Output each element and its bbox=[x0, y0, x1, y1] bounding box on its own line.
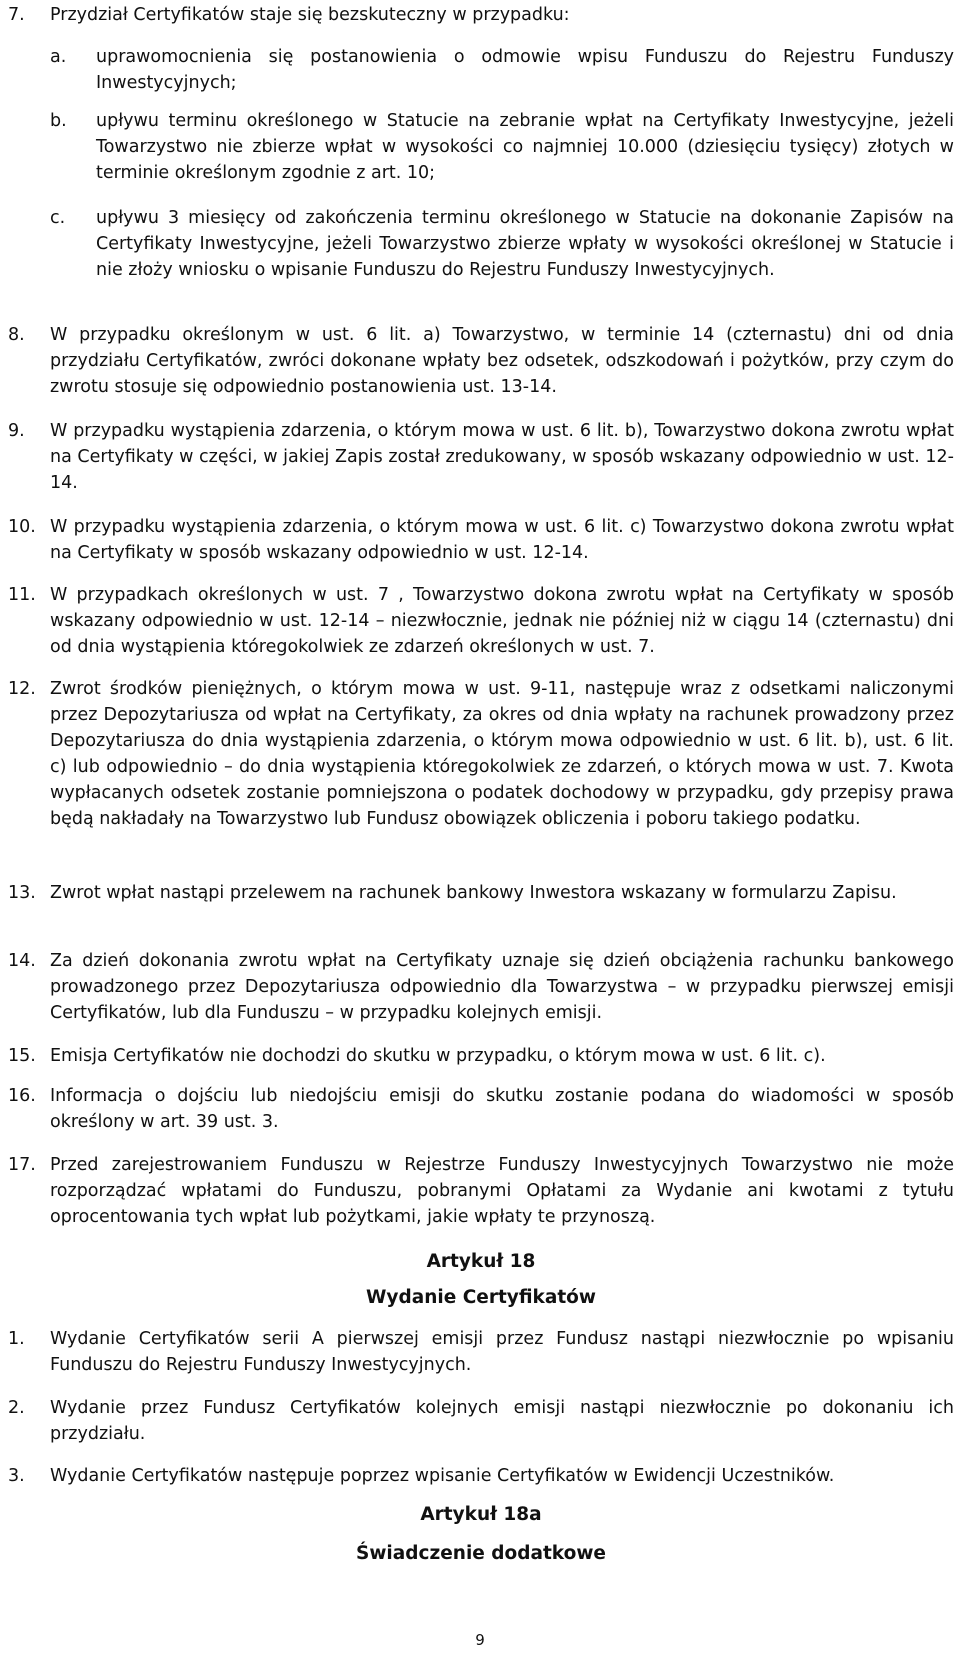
paragraph-16 bbox=[8, 1083, 954, 1135]
subparagraph-text: upływu terminu określonego w Statucie na zebranie wpłat na Certyfikaty Inwestycyjne, jeżeli Towarzystwo nie zbierze wpłat w wysokości co najmniej 10.000 (dziesięciu tysięcy) złotych w terminie określonym zgodnie z art. 10; bbox=[96, 111, 954, 183]
paragraph-number: 14. bbox=[8, 951, 36, 971]
article-title: Artykuł 18a bbox=[420, 1504, 542, 1525]
paragraph-text: Za dzień dokonania zwrotu wpłat na Certyfikaty uznaje się dzień obciążenia rachunku bankowego prowadzonego przez Depozytariusza odpowiednio dla Towarzystwa – w przypadku pierwszej emisji Certyfikatów, lub dla Funduszu – w przypadku kolejnych emisji. bbox=[50, 951, 954, 1023]
paragraph-text: Wydanie Certyfikatów serii A pierwszej emisji przez Fundusz nastąpi niezwłocznie po wpisaniu Funduszu do Rejestru Funduszy Inwestycyjnych. bbox=[50, 1329, 954, 1375]
subparagraph-letter: a. bbox=[50, 47, 67, 67]
paragraph-10 bbox=[8, 514, 954, 566]
subparagraph-c bbox=[50, 205, 954, 283]
page-number: 9 bbox=[475, 1631, 485, 1649]
article18-paragraph-2 bbox=[8, 1395, 954, 1447]
paragraph-number: 8. bbox=[8, 325, 25, 345]
paragraph-number: 1. bbox=[8, 1329, 25, 1349]
paragraph-text: W przypadku wystąpienia zdarzenia, o którym mowa w ust. 6 lit. c) Towarzystwo dokona zwrotu wpłat na Certyfikaty w sposób wskazany odpowiednio w ust. 12-14. bbox=[50, 517, 954, 563]
paragraph-number: 17. bbox=[8, 1155, 36, 1175]
article18-paragraph-3 bbox=[8, 1463, 954, 1489]
paragraph-text: Wydanie Certyfikatów następuje poprzez wpisanie Certyfikatów w Ewidencji Uczestników. bbox=[50, 1466, 835, 1486]
paragraph-text: Emisja Certyfikatów nie dochodzi do skutku w przypadku, o którym mowa w ust. 6 lit. c). bbox=[50, 1046, 826, 1066]
subparagraph-letter: b. bbox=[50, 111, 67, 131]
paragraph-number: 15. bbox=[8, 1046, 36, 1066]
subparagraph-a bbox=[50, 44, 954, 96]
paragraph-text: Informacja o dojściu lub niedojściu emisji do skutku zostanie podana do wiadomości w sposób określony w art. 39 ust. 3. bbox=[50, 1086, 954, 1132]
paragraph-text: Zwrot środków pieniężnych, o którym mowa w ust. 9-11, następuje wraz z odsetkami naliczonymi przez Depozytariusza od wpłat na Certyfikaty, za okres od dnia wpłaty na rachunek prowadzony przez Depozytariusza do dnia wystąpienia zdarzenia, o którym mowa odpowiednio w ust. 6 lit. b), ust. 6 lit. c) lub odpowiednio – do dnia wystąpienia któregokolwiek ze zdarzeń, o których mowa w ust. 7. Kwota wypłacanych odsetek zostanie pomniejszona o podatek dochodowy w przypadku, gdy przepisy prawa będą nakładały na Towarzystwo lub Fundusz obowiązek obliczenia i poboru takiego podatku. bbox=[50, 679, 954, 829]
paragraph-text: W przypadku określonym w ust. 6 lit. a) Towarzystwo, w terminie 14 (czternastu) dni od dnia przydziału Certyfikatów, zwróci dokonane wpłaty bez odsetek, odszkodowań i pożytków, przy czym do zwrotu stosuje się odpowiednio postanowienia ust. 13-14. bbox=[50, 325, 954, 397]
paragraph-number: 7. bbox=[8, 5, 25, 25]
subparagraph-text: uprawomocnienia się postanowienia o odmowie wpisu Funduszu do Rejestru Funduszy Inwestycyjnych; bbox=[96, 47, 954, 93]
subparagraph-text: upływu 3 miesięcy od zakończenia terminu określonego w Statucie na dokonanie Zapisów na Certyfikaty Inwestycyjne, jeżeli Towarzystwo zbierze wpłaty w wysokości określonej w Statucie i nie złoży wniosku o wpisanie Funduszu do Rejestru Funduszy Inwestycyjnych. bbox=[96, 208, 954, 280]
subparagraph-b bbox=[50, 108, 954, 186]
paragraph-14 bbox=[8, 948, 954, 1026]
paragraph-number: 12. bbox=[8, 679, 36, 699]
paragraph-text: Przydział Certyfikatów staje się bezskuteczny w przypadku: bbox=[50, 5, 570, 25]
article-subtitle: Wydanie Certyfikatów bbox=[366, 1287, 596, 1308]
paragraph-12 bbox=[8, 676, 954, 832]
paragraph-text: W przypadkach określonych w ust. 7 , Towarzystwo dokona zwrotu wpłat na Certyfikaty w sposób wskazany odpowiednio w ust. 12-14 – niezwłocznie, jednak nie później niż w ciągu 14 (czternastu) dni od dnia wystąpienia któregokolwiek ze zdarzeń określonych w ust. 7. bbox=[50, 585, 954, 657]
paragraph-8 bbox=[8, 322, 954, 400]
paragraph-number: 3. bbox=[8, 1466, 25, 1486]
paragraph-number: 16. bbox=[8, 1086, 36, 1106]
article-title: Artykuł 18 bbox=[426, 1251, 536, 1272]
paragraph-text: Zwrot wpłat nastąpi przelewem na rachunek bankowy Inwestora wskazany w formularzu Zapisu. bbox=[50, 883, 897, 903]
paragraph-7 bbox=[8, 2, 954, 28]
paragraph-number: 2. bbox=[8, 1398, 25, 1418]
paragraph-17 bbox=[8, 1152, 954, 1230]
paragraph-text: Przed zarejestrowaniem Funduszu w Rejestrze Funduszy Inwestycyjnych Towarzystwo nie może rozporządzać wpłatami do Funduszu, pobranymi Opłatami za Wydanie ani kwotami z tytułu oprocentowania tych wpłat lub pożytkami, jakie wpłaty te przynoszą. bbox=[50, 1155, 954, 1227]
paragraph-number: 11. bbox=[8, 585, 36, 605]
article18-paragraph-1 bbox=[8, 1326, 954, 1378]
paragraph-text: W przypadku wystąpienia zdarzenia, o którym mowa w ust. 6 lit. b), Towarzystwo dokona zwrotu wpłat na Certyfikaty w części, w jakiej Zapis został zredukowany, w sposób wskazany odpowiednio w ust. 12-14. bbox=[50, 421, 955, 493]
paragraph-number: 9. bbox=[8, 421, 25, 441]
paragraph-9 bbox=[8, 418, 954, 496]
paragraph-number: 10. bbox=[8, 517, 36, 537]
subparagraph-letter: c. bbox=[50, 208, 66, 228]
paragraph-text: Wydanie przez Fundusz Certyfikatów kolejnych emisji nastąpi niezwłocznie po dokonaniu ich przydziału. bbox=[50, 1398, 954, 1444]
paragraph-11 bbox=[8, 582, 954, 660]
paragraph-15 bbox=[8, 1043, 954, 1069]
paragraph-number: 13. bbox=[8, 883, 36, 903]
article-subtitle: Świadczenie dodatkowe bbox=[356, 1543, 606, 1564]
paragraph-13 bbox=[8, 880, 954, 906]
